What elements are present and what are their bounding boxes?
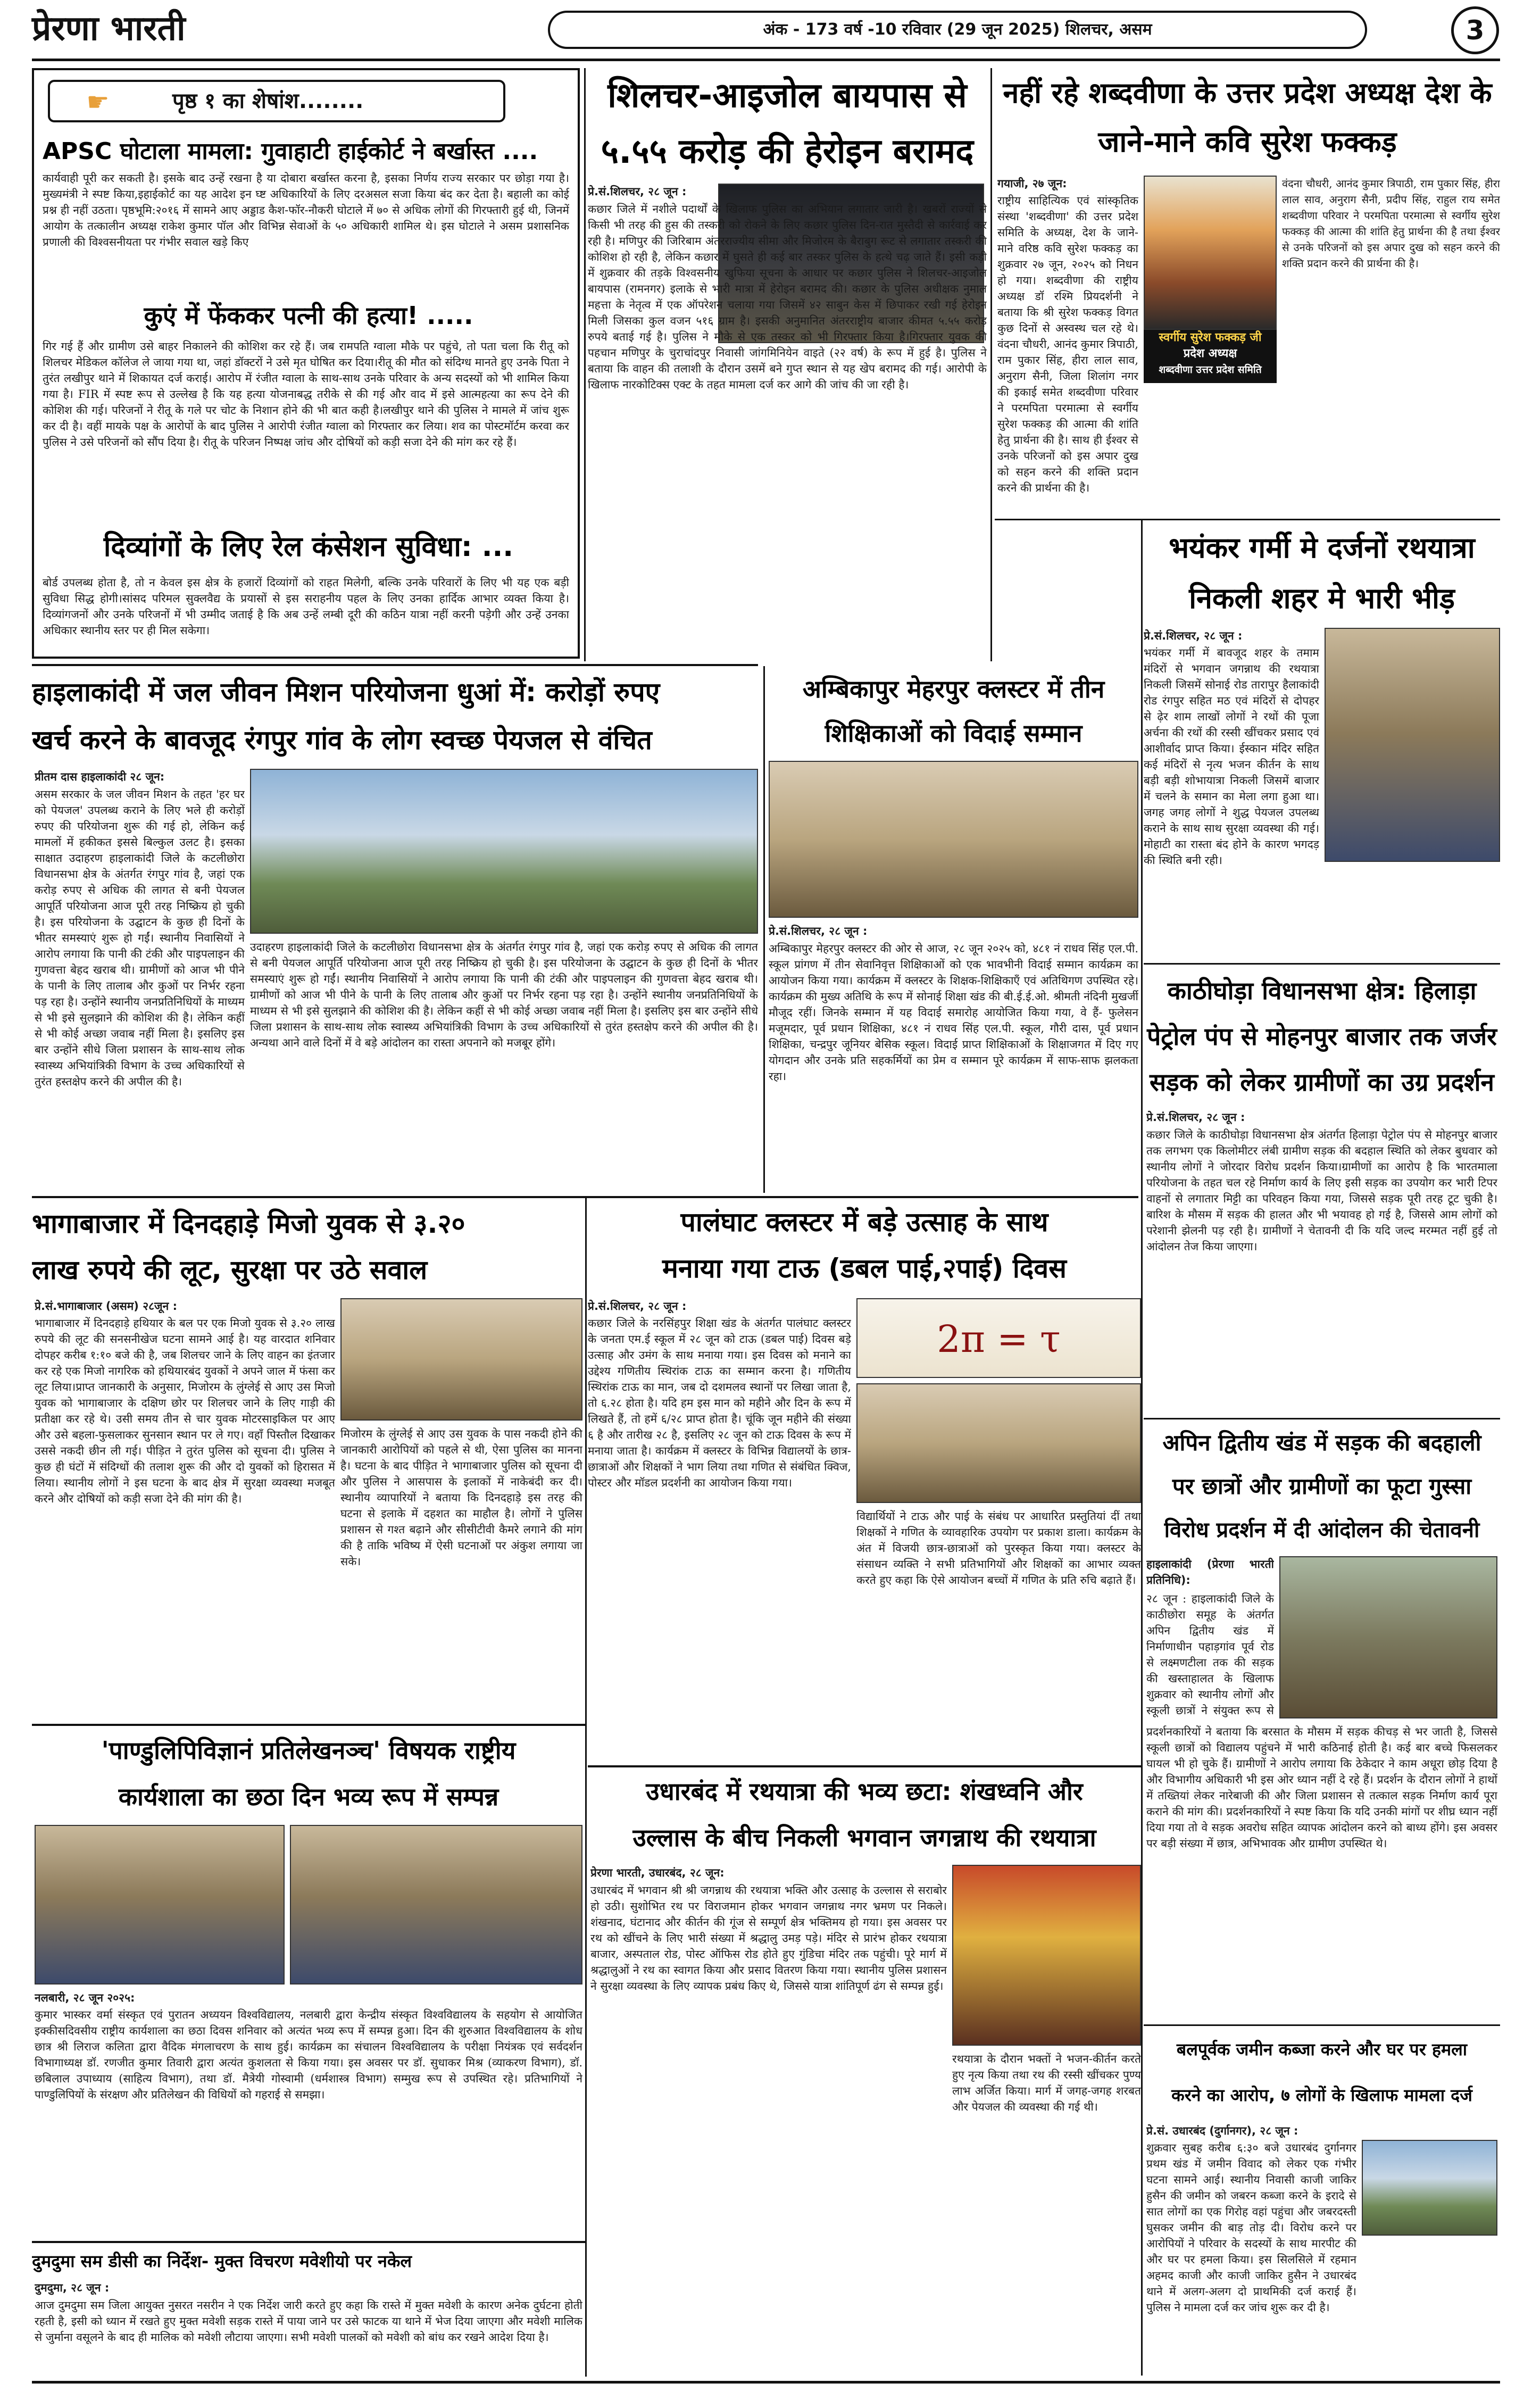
a8-headline-line2: शिक्षिकाओं को विदाई सम्मान	[825, 719, 1083, 748]
a11-headline-line1: 'पाण्डुलिपिविज्ञानं प्रतिलेखनञ्च' विषयक राष्ट्रीय	[101, 1736, 516, 1765]
a7-byline: प्रीतम दास हाइलाकांदी २८ जून:	[35, 770, 165, 783]
a15-headline-line2: करने का आरोप, ७ लोगों के खिलाफ मामला दर्ज	[1171, 2085, 1472, 2105]
a11-photo-group-left	[35, 1825, 285, 1984]
dateline: अंक - 173 वर्ष -10 रविवार (29 जून 2025) शिलचर, असम	[548, 11, 1367, 49]
a11-top-rule	[32, 1724, 585, 1726]
a15-byline: प्रे.सं. उधारबंद (दुर्गानगर), २८ जून :	[1146, 2124, 1298, 2137]
a5-portrait-photo	[1144, 176, 1277, 330]
a11-body: कुमार भास्कर वर्मा संस्कृत एवं पुरातन अध्ययन विश्वविद्यालय, नलबारी द्वारा केन्द्रीय संस्कृत विश्वविद्यालय के सहयोग से आयोजित इक्कीसदिवसीय राष्ट्रीय कार्यशाला का छठा दिवस शनिवार को अत्यंत भव्य रूप में सम्पन्न हुआ। दिन की शुरुआत विश्वविद्यालय के शोध छात्र श्री लिराज कलिता द्वारा वैदिक मंगलाचरण के साथ हुई। कार्यक्रम का संचालन विश्वविद्यालय के परीक्षा नियंत्रक एवं सर्वदर्शन विभागाध्यक्ष डॉ. रणजीत कुमार तिवारी द्वारा अत्यंत कुशलता से किया गया। इस अवसर पर डॉ. सुधाकर मिश्र (व्याकरण विभाग), डॉ. छबिलाल उपाध्याय (साहित्य विभाग), तथा डॉ. मैत्रेयी गोस्वामी (धर्मशास्त्र विभाग) सम्मुख रूप से उपस्थित रहे। प्रतिभागियों ने पाण्डुलिपियों के संरक्षण और प्रतिलेखन की विधियों को गहराई से समझा।	[35, 2008, 582, 2101]
a14-top-rule	[1144, 1418, 1500, 1419]
a10-byline: प्रे.सं.शिलचर, २८ जून :	[588, 1300, 687, 1313]
a2-headline: कुएं में फेंककर पत्नी की हत्या! .....	[144, 301, 473, 330]
a5-headline-line1: नहीं रहे शब्दवीणा के उत्तर प्रदेश अध्यक्ष देश के	[1003, 76, 1492, 110]
a8-headline-line1: अम्बिकापुर मेहरपुर क्लस्टर में तीन	[802, 675, 1105, 703]
a8-photo-farewell	[769, 761, 1138, 918]
a4-headline-line2: ५.५५ करोड़ की हेरोइन बरामद	[601, 132, 974, 171]
a14-byline: हाइलाकांदी (प्रेरणा भारती प्रतिनिधि):	[1146, 1558, 1274, 1587]
column-rule-4	[763, 666, 765, 1193]
masthead-rule	[32, 59, 1500, 61]
a5-caption-role: प्रदेश अध्यक्ष	[1183, 347, 1237, 360]
a5-caption-name: स्वर्गीय सुरेश फक्कड़ जी	[1159, 331, 1262, 344]
continued-label: पृष्ठ १ का शेषांश........	[172, 89, 364, 113]
a15-headline-line1: बलपूर्वक जमीन कब्जा करने और घर पर हमला	[1176, 2039, 1468, 2060]
a7-headline-line1: हाइलाकांदी में जल जीवन मिशन परियोजना धुआं में: करोड़ों रुपए	[32, 677, 660, 708]
a15-body: शुक्रवार सुबह करीब ६:३० बजे उधारबंद दुर्गानगर प्रथम खंड में जमीन विवाद को लेकर एक गंभीर घटना सामने आई। स्थानीय निवासी काजी जाकिर हुसैन की जमीन को जबरन कब्जा करने के इरादे से सात लोगों का एक गिरोह वहां पहुंचा और जबरदस्ती घुसकर जमीन की बाड़ तोड़ दी। विरोध करने पर आरोपियों ने परिवार के सदस्यों के साथ मारपीट की और घर पर हमला किया। इस सिलसिले में रहमान अहमद काजी और काजी जाकिर हुसैन ने उधारबंद थाने में अलग-अलग दो प्राथमिकी दर्ज कराई हैं। पुलिस ने मामला दर्ज कर जांच शुरू कर दी है।	[1146, 2141, 1356, 2314]
a7-body: असम सरकार के जल जीवन मिशन के तहत 'हर घर को पेयजल' उपलब्ध कराने के लिए भले ही करोड़ों रुपए की परियोजना शुरू की गई हो, लेकिन कई मामलों में हकीकत इससे बिल्कुल उलट है। इसका साक्षात उदाहरण हाइलाकांदी जिले के कटलीछोरा विधानसभा क्षेत्र के अंतर्गत रंगपुर गांव है, जहां एक करोड़ रुपए से अधिक की लागत से बनी पेयजल आपूर्ति परियोजना आज पूरी तरह निष्क्रिय हो चुकी है। इस परियोजना के उद्घाटन के कुछ ही दिनों के भीतर समस्याएं शुरू हो गईं। स्थानीय निवासियों ने आरोप लगाया कि पानी की टंकी और पाइपलाइन की गुणवत्ता बेहद खराब थी। ग्रामीणों को आज भी पीने के पानी के लिए तालाब और कुओं पर निर्भर रहना पड़ रहा है। उन्होंने स्थानीय जनप्रतिनिधियों के माध्यम से भी इसे सुलझाने की कोशिश की है। लेकिन कहीं से भी कोई अच्छा जवाब नहीं मिला है। इसलिए इस बार उन्होंने सीधे जिला प्रशासन के साथ-साथ लोक स्वास्थ्य अभियांत्रिकी विभाग के उच्च अधिकारियों से तुरंत हस्तक्षेप करने की अपील की है।	[35, 788, 245, 1088]
a10-headline-line1: पालंघाट क्लस्टर में बड़े उत्साह के साथ	[680, 1207, 1048, 1238]
a10-photo-tau-board	[856, 1298, 1141, 1378]
a9-headline-line2: लाख रुपये की लूट, सुरक्षा पर उठे सवाल	[32, 1255, 428, 1285]
a11-headline-line2: कार्यशाला का छठा दिन भव्य रूप में सम्पन्न	[118, 1782, 499, 1811]
a7-headline-line2: खर्च करने के बावजूद रंगपुर गांव के लोग स्वच्छ पेयजल से वंचित	[32, 725, 652, 755]
a14-body-cont: प्रदर्शनकारियों ने बताया कि बरसात के मौसम में सड़क कीचड़ से भर जाती है, जिससे स्कूली छात्रों को विद्यालय पहुंचने में भारी कठिनाई होती है। कई बार बच्चे फिसलकर घायल भी हो चुके हैं। ग्रामीणों ने आरोप लगाया कि ठेकेदार ने काम अधूरा छोड़ दिया है और विभागीय अधिकारी भी इस ओर ध्यान नहीं दे रहे हैं। प्रदर्शन के दौरान लोगों ने हाथों में तख्तियां लेकर नारेबाजी की और जिला प्रशासन से तत्काल सड़क निर्माण कार्य पूरा कराने की मांग की। प्रदर्शनकारियों ने स्पष्ट किया कि यदि उनकी मांगों पर शीघ्र ध्यान नहीं दिया गया तो वे सड़क अवरोध सहित व्यापक आंदोलन करने को बाध्य होंगे। इस अवसर पर बड़ी संख्या में छात्र, अभिभावक और ग्रामीण उपस्थित थे।	[1146, 1725, 1497, 1850]
a9-byline: प्रे.सं.भागाबाजार (असम) २८जून :	[35, 1300, 178, 1313]
a4-byline: प्रे.सं.शिलचर, २८ जून :	[588, 185, 687, 198]
a4-body: कछार जिले में नशीले पदार्थों के खिलाफ पुलिस का अभियान लगातार जारी है। खबरों राज्यों से किसी भी तरह की हुस की तस्करी को रोकने के लिए कछार पुलिस दिन-रात मुस्तैदी से कार्रवाई कर रही है। मणिपुर की जिरिबाम अंतरराज्यीय सीमा और मिजोरम के बैराबुग रूट से लगातार तस्करी की कोशिश हो रही है, लेकिन कछार में घुसते ही कई बार तस्कर पुलिस के हत्थे चढ़ जाते हैं। इसी कड़ी में शुक्रवार की तड़के विश्वसनीय खुफिया सूचना के आधार पर कछार पुलिस ने शिलचर-आइजोल बायपास (रामनगर) इलाके से भारी मात्रा में हेरोइन बरामद की। कछार के पुलिस अधीक्षक नुमाल महत्ता के नेतृत्व में एक ऑपरेशन चलाया गया जिसमें ४२ साबुन केस में छिपाकर रखी गई हेरोइन मिली जिसका कुल वजन ५१६ ग्राम है। इसकी अनुमानित अंतरराष्ट्रीय बाजार कीमत ५.५५ करोड़ रुपये बताई गई है। पुलिस ने मौके से एक तस्कर को भी गिरफ्तार किया है।गिरफ्तार युवक की पहचान मणिपुर के चुराचांदपुर निवासी जांगमिनियेन वाइते (२२ वर्ष) के रूप में हुई है। पुलिस ने बताया कि वाहन की तलाशी के दौरान उसमें बने गुप्त स्थान से यह खेप बरामद की गई। आरोपी के खिलाफ नारकोटिक्स एक्ट के तहत मामला दर्ज कर आगे की जांच की जा रही है।	[588, 203, 987, 391]
a11-photo-group-right	[290, 1825, 582, 1984]
column-rule-2	[990, 68, 992, 661]
a8-body: अम्बिकापुर मेहरपुर क्लस्टर की ओर से आज, २८ जून २०२५ को, ४८१ नं राधव सिंह एल.पी. स्कूल प्रांगण में तीन सेवानिवृत्त शिक्षिकाओं को एक भावभीनी विदाई सम्मान कार्यक्रम का आयोजन किया गया। कार्यक्रम में क्लस्टर के शिक्षक-शिक्षिकाएँ एवं अतिथिगण उपस्थित रहे। कार्यक्रम की मुख्य अतिथि के रूप में सोनाई शिक्षा खंड की बी.ई.ई.ओ. श्रीमती नंदिनी मुखर्जी मौजूद रहीं। जिनके सम्मान में यह विदाई समारोह आयोजित किया गया, वे हैं- फुलेसन मजूमदार, पूर्व प्रधान शिक्षिका, ४८१ नं राधव सिंह एल.पी. स्कूल, गौरी दास, पूर्व प्रधान शिक्षिका, चन्द्रपुर जूनियर बेसिक स्कूल। विदाई प्राप्त शिक्षिकाओं के शिक्षाजगत में दिए गए योगदान और उनके प्रति सहकर्मियों का प्रेम व सम्मान पूरे कार्यक्रम में साफ-साफ झलकता रहा।	[769, 942, 1138, 1083]
a12-top-rule	[588, 1765, 1141, 1767]
a12-photo-chariot	[952, 1865, 1141, 2046]
a9-body: भागाबाजार में दिनदहाड़े हथियार के बल पर एक मिजो युवक से ३.२० लाख रुपये की लूट की सनसनीखेज घटना सामने आई है। यह वारदात शनिवार दोपहर करीब १:१० बजे की है, जब शिलचर जाने के लिए वाहन का इंतजार कर रहे एक मिजो नागरिक को हथियारबंद युवकों ने अपने जाल में फंसा कर लूट लिया।प्राप्त जानकारी के अनुसार, मिजोरम के लुंग्लेई से आए उस मिजो युवक को भागाबाजार के दक्षिण छोर पर शिलचर जाने के लिए गाड़ी की प्रतीक्षा कर रहे थे। उसी समय तीन से चार युवक मोटरसाइकिल पर आए और उसे बहला-फुसलाकर सुनसान स्थान पर ले गए। वहाँ पिस्तौल दिखाकर उससे नकदी छीन ली गई। पीड़ित ने तुरंत पुलिस को सूचना दी। पुलिस ने कुछ ही घंटों में संदिग्धों की तलाश शुरू की और दो युवकों को हिरासत में लिया। स्थानीय लोगों ने इस घटना के बाद क्षेत्र में सुरक्षा व्यवस्था मजबूत करने और दोषियों को कड़ी सजा देने की मांग की है।	[35, 1317, 335, 1505]
a6-body: भयंकर गर्मी में बावजूद शहर के तमाम मंदिरों से भगवान जगन्नाथ की रथयात्रा निकली जिसमें सोनाई रोड तारापुर हैलाकांदी रोड रंगपुर सहित मठ एवं मंदिरों से दोपहर से ढ़ेर शाम लाखों लोगों ने रथों की पूजा अर्चना की रथों की रस्सी खींचकर प्रसाद एवं आशीर्वाद प्राप्त किया। ईस्कान मंदिर सहित कई मंदिरों से नृत्य भजन कीर्तन के साथ बड़ी बड़ी शोभायात्रा निकली जिसमें बाजार में चलने के समान का मेला लगा हुआ था। जगह जगह लोगों ने शुद्ध पेयजल उपलब्ध कराने के साथ साथ सुरक्षा व्यवस्था की गई। मोहाटी का रास्ता बंद होने के कारण भगदड़ की स्थिति बनी रही।	[1144, 646, 1319, 867]
a16-byline: दुमदुमा, २८ जून :	[35, 2281, 110, 2294]
a13-top-rule	[1144, 963, 1500, 965]
a12-headline-line2: उल्लास के बीच निकली भगवान जगन्नाथ की रथयात्रा	[632, 1823, 1096, 1852]
column-rule-5	[585, 1198, 587, 2377]
a7-top-rule	[32, 664, 758, 666]
a5-photo-caption	[1144, 330, 1277, 383]
a1-headline: APSC घोटाला मामला: गुवाहाटी हाईकोर्ट ने बर्खास्त ....	[43, 138, 538, 165]
a14-headline-line1: अपिन द्वितीय खंड में सड़क की बदहाली	[1162, 1430, 1481, 1456]
a10-photo-event	[856, 1383, 1141, 1503]
a3-headline: दिव्यांगों के लिए रेल कंसेशन सुविधा: ...	[103, 531, 514, 563]
a14-headline-line3: विरोध प्रदर्शन में दी आंदोलन की चेतावनी	[1164, 1518, 1480, 1542]
a14-headline-line2: पर छात्रों और ग्रामीणों का फूटा गुस्सा	[1172, 1473, 1472, 1499]
a5-byline: गयाजी, २७ जून:	[997, 177, 1067, 190]
a13-headline-line3: सड़क को लेकर ग्रामीणों का उग्र प्रदर्शन	[1150, 1068, 1494, 1097]
a15-top-rule	[1144, 2024, 1500, 2026]
a5-headline-line2: जाने-माने कवि सुरेश फक्कड़	[1098, 125, 1397, 159]
a9-photo-police	[340, 1298, 582, 1421]
a7-body-cont: उदाहरण हाइलाकांदी जिले के कटलीछोरा विधानसभा क्षेत्र के अंतर्गत रंगपुर गांव है, जहां एक करोड़ रुपए से अधिक की लागत से बनी पेयजल आपूर्ति परियोजना आज पूरी तरह निष्क्रिय हो चुकी है। इस परियोजना के उद्घाटन के कुछ ही दिनों के भीतर समस्याएं शुरू हो गईं। स्थानीय निवासियों ने आरोप लगाया कि पानी की टंकी और पाइपलाइन की गुणवत्ता बेहद खराब थी। ग्रामीणों को आज भी पीने के पानी के लिए तालाब और कुओं पर निर्भर रहना पड़ रहा है। उन्होंने स्थानीय जनप्रतिनिधियों के माध्यम से भी इसे सुलझाने की कोशिश की है। लेकिन कहीं से भी कोई अच्छा जवाब नहीं मिला है। इसलिए इस बार उन्होंने सीधे जिला प्रशासन के साथ-साथ लोक स्वास्थ्य अभियांत्रिकी विभाग के उच्च अधिकारियों से तुरंत हस्तक्षेप करने की अपील की है। अन्यथा आने वाले दिनों में वे बड़े आंदोलन का रास्ता अपनाने को मजबूर होंगे।	[250, 941, 758, 1049]
a6-headline-line1: भयंकर गर्मी मे दर्जनों रथयात्रा	[1169, 531, 1475, 564]
bottom-rule	[32, 2381, 1500, 2384]
a16-body: आज दुमदुमा सम जिला आयुक्त नुसरत नसरीन ने एक निर्देश जारी करते हुए कहा कि रास्ते में मुक्त मवेशी के कारण अनेक दुर्घटना होती रहती है, इसी को ध्यान में रखते हुए मुक्त मवेशी सड़क रास्ते में पाया जाने पर उसे फाटक या थाने में भेज दिया जाएगा और मवेशी मालिक से जुर्माना वसूलने के बाद ही मालिक को मवेशी लौटाया जाएगा। सभी मवेशी पालकों को मवेशी को बांध कर रखने आदेश दिया है।	[35, 2299, 582, 2344]
a5-body: राष्ट्रीय साहित्यिक एवं सांस्कृतिक संस्था 'शब्दवीणा' की उत्तर प्रदेश समिति के अध्यक्ष, देश के जाने-माने वरिष्ठ कवि सुरेश फक्कड़ का शुक्रवार २७ जून, २०२५ को निधन हो गया। शब्दवीणा की राष्ट्रीय अध्यक्ष डॉ रश्मि प्रियदर्शनी ने बताया कि श्री सुरेश फक्कड़ विगत कुछ दिनों से अस्वस्थ चल रहे थे। वंदना चौधरी, आनंद कुमार त्रिपाठी, राम पुकार सिंह, हीरा लाल साव, अनुराग सैनी, जिला शिलांग नगर की इकाई समेत शब्दवीणा परिवार ने परमपिता परमात्मा से स्वर्गीय सुरेश फक्कड़ की आत्मा की शांति हेतु प्रार्थना की है। साथ ही ईश्वर से उनके परिजनों को इस अपार दुख को सहन करने की शक्ति प्रदान करने की प्रार्थना की है।	[997, 194, 1138, 494]
a9-headline-line1: भागाबाजार में दिनदहाड़े मिजो युवक से ३.२०	[32, 1208, 465, 1239]
a11-byline: नलबारी, २८ जून २०२५:	[35, 1991, 135, 2004]
a12-byline: प्रेरणा भारती, उधारबंद, २८ जून:	[590, 1866, 725, 1879]
a13-headline-line1: काठीघोड़ा विधानसभा क्षेत्र: हिलाड़ा	[1167, 976, 1477, 1005]
a4-headline-line1: शिलचर-आइजोल बायपास से	[607, 76, 967, 115]
a8-byline: प्रे.सं.शिलचर, २८ जून :	[769, 925, 868, 937]
page-number: 3	[1451, 6, 1499, 54]
a16-top-rule	[32, 2241, 585, 2243]
a1-body: कार्यवाही पूरी कर सकती है। इसके बाद उन्हें रखना है या दोबारा बर्खास्त करना है, इसका निर्णय राज्य सरकार पर छोड़ा गया है।मुख्यमंत्री ने स्पष्ट किया,इहाईकोर्ट का यह आदेश इन घ्ष्ट अधिकारियों के लिए दरअसल सजा किया बंद कर देता है। बहाली का कोई प्रश्न ही नहीं उठता। पृष्ठभूमि:२०१६ में सामने आए अड्डाड कैश-फॉर-नौकरी घोटाले में ७० से अधिक लोगों की गिरफ्तारी हुई थी, जिनमें आयोग के तत्कालीन अध्यक्ष राकेश कुमार पॉल और विभिन्न सेवाओं के ५० अधिकारी शामिल थे। इस घोटाले ने असम प्रशासनिक प्रणाली की विश्वसनीयता पर गंभीर सवाल खड़े किए	[43, 172, 569, 248]
pointing-hand-icon: ☛	[86, 87, 110, 117]
a13-body: कछार जिले के काठीघोड़ा विधानसभा क्षेत्र अंतर्गत हिलाड़ा पेट्रोल पंप से मोहनपुर बाजार तक लगभग एक किलोमीटर लंबी ग्रामीण सड़क की बदहाल स्थिति को लेकर बुधवार को स्थानीय लोगों ने जोरदार विरोध प्रदर्शन किया।ग्रामीणों का आरोप है कि भारतमाला परियोजना के तहत चल रहे निर्माण कार्य के लिए इसी सड़क का उपयोग कर भारी टिपर वाहनों से लगातार मिट्टी का परिवहन किया गया, जिससे सड़क पूरी तरह टूट चुकी है। बारिश के मौसम में सड़क की हालत और भी भयावह हो गई है, जिससे आम लोगों को परेशानी झेलनी पड़ रही है। ग्रामीणों ने चेतावनी दी कि यदि जल्द मरम्मत नहीं हुई तो आंदोलन तेज किया जाएगा।	[1146, 1128, 1497, 1253]
a5-body-right: वंदना चौधरी, आनंद कुमार त्रिपाठी, राम पुकार सिंह, हीरा लाल साव, अनुराग सैनी, प्रदीप सिंह, राहुल राय समेत शब्दवीणा परिवार ने परमपिता परमात्मा से स्वर्गीय सुरेश फक्कड़ की आत्मा की शांति हेतु प्रार्थना की है तथा ईश्वर से उनके परिजनों को इस अपार दुख को सहन करने की शक्ति प्रदान करने की प्रार्थना की है।	[1282, 177, 1500, 270]
a12-body: उधारबंद में भगवान श्री श्री जगन्नाथ की रथयात्रा भक्ति और उत्साह के उल्लास से सराबोर हो उठी। सुशोभित रथ पर विराजमान होकर भगवान जगन्नाथ नगर भ्रमण पर निकले। शंखनाद, घंटानाद और कीर्तन की गूंज से सम्पूर्ण क्षेत्र भक्तिमय हो गया। इस अवसर पर रथ को खींचने के लिए भारी संख्या में श्रद्धालु उमड़ पड़े। मंदिर से प्रारंभ होकर रथयात्रा बाजार, अस्पताल रोड, पोस्ट ऑफिस रोड होते हुए गुंडिचा मंदिर तक पहुंची। पूरे मार्ग में श्रद्धालुओं ने रथ का स्वागत किया और प्रसाद वितरण किया गया। स्थानीय पुलिस प्रशासन ने सुरक्षा व्यवस्था के लिए व्यापक प्रबंध किए थे, जिससे यात्रा शांतिपूर्ण ढंग से सम्पन्न हुई।	[590, 1884, 947, 1992]
a3-body: बोर्ड उपलब्ध होता है, तो न केवल इस क्षेत्र के हजारों दिव्यांगों को राहत मिलेगी, बल्कि उनके परिवारों के लिए भी यह एक बड़ी सुविधा सिद्ध होगी।सांसद परिमल सुक्लवैद्य के प्रयासों से इस सराहनीय पहल के लिए उनका हार्दिक आभार व्यक्त किया है। दिव्यांगजनों और उनके परिजनों में भी उम्मीद जताई है कि अब उन्हें लम्बी दूरी की कठिन यात्रा नहीं करनी पड़ेगी और उन्हें उनका अधिकार स्थानीय स्तर पर ही मिल सकेगा।	[43, 576, 569, 637]
a13-headline-line2: पेट्रोल पंप से मोहनपुर बाजार तक जर्जर	[1147, 1022, 1497, 1051]
a6-headline-line2: निकली शहर मे भारी भीड़	[1189, 582, 1455, 615]
a10-body-cont: विद्यार्थियों ने टाऊ और पाई के संबंध पर आधारित प्रस्तुतियां दीं तथा शिक्षकों ने गणित के व्यावहारिक उपयोग पर प्रकाश डाला। कार्यक्रम के अंत में विजयी छात्र-छात्राओं को पुरस्कृत किया गया। क्लस्टर के संसाधन व्यक्ति ने सभी प्रतिभागियों और शिक्षकों का आभार व्यक्त करते हुए कहा कि ऐसे आयोजन बच्चों में गणित के प्रति रुचि बढ़ाते हैं।	[856, 1510, 1141, 1587]
a10-headline-line2: मनाया गया टाऊ (डबल पाई,२पाई) दिवस	[662, 1253, 1067, 1284]
a10-tau-label: 2π = τ	[937, 1317, 1061, 1361]
masthead-title: प्रेरणा भारती	[32, 9, 186, 48]
a13-byline: प्रे.सं.शिलचर, २८ जून :	[1146, 1111, 1245, 1124]
a12-body-cont: रथयात्रा के दौरान भक्तों ने भजन-कीर्तन करते हुए नृत्य किया तथा रथ की रस्सी खींचकर पुण्य लाभ अर्जित किया। मार्ग में जगह-जगह शरबत और पेयजल की व्यवस्था की गई थी।	[952, 2053, 1141, 2113]
a15-photo-land	[1362, 2140, 1497, 2236]
a5-caption-org: शब्दवीणा उत्तर प्रदेश समिति	[1159, 364, 1262, 376]
a9-body-cont: मिजोरम के लुंग्लेई से आए उस युवक के पास नकदी होने की जानकारी आरोपियों को पहले से थी, ऐसा पुलिस का मानना है। घटना के बाद पीड़ित ने भागाबाजार पुलिस को सूचना दी और पुलिस ने आसपास के इलाकों में नाकेबंदी कर दी। स्थानीय व्यापारियों ने बताया कि दिनदहाड़े इस तरह की घटना से इलाके में दहशत का माहौल है। लोगों ने पुलिस प्रशासन से गश्त बढ़ाने और सीसीटीवी कैमरे लगाने की मांग की है ताकि भविष्य में ऐसी घटनाओं पर अंकुश लगाया जा सके।	[340, 1427, 582, 1568]
a6-top-rule	[995, 519, 1500, 520]
a6-byline: प्रे.सं.शिलचर, २८ जून :	[1144, 629, 1243, 642]
a7-photo-water-tank	[250, 769, 758, 934]
column-rule-3	[1141, 519, 1143, 2376]
a12-headline-line1: उधारबंद में रथयात्रा की भव्य छटा: शंखध्वनि और	[646, 1777, 1083, 1806]
continued-label-box	[48, 80, 505, 122]
a2-body: गिर गई हैं और ग्रामीण उसे बाहर निकालने की कोशिश कर रहे हैं। जब रामपति ग्वाला मौके पर पहुंचे, तो पता चला कि रीतू को शिलचर मेडिकल कॉलेज ले जाया गया था, जहां डॉक्टरों ने उसे मृत घोषित कर दिया।रीतू की मौत को संदिग्ध मानते हुए उनके पिता ने तुरंत लखीपुर थाने में शिकायत दर्ज कराई। आरोप में रंजीत ग्वाला के साथ-साथ उनके परिवार के अन्य सदस्यों को भी शामिल किया गया है। FIR में स्पष्ट रूप से उल्लेख है कि यह हत्या योजनाबद्ध तरीके से की गई और वाद में इसे आत्महत्या का रूप देने की कोशिश की गई। परिजनों ने रीतू के गले पर चोट के निशान होने की भी बात कही है।लखीपुर थाने की पुलिस ने मामले में जांच शुरू कर दी है। वहीं मायके पक्ष के आरोपों के बाद पुलिस ने आरोपी रंजीत ग्वाला को गिरफ्तार कर लिया। शव का पोस्टमॉर्टम करवा कर पुलिस ने उसे परिजनों को सौंप दिया है। रीतू के परिजन निष्पक्ष जांच और दोषियों को कड़ी सजा देने की मांग कर रहे हैं।	[43, 340, 569, 449]
column-rule-1	[584, 68, 586, 661]
a14-photo-road	[1279, 1556, 1497, 1718]
a6-photo-rath	[1325, 628, 1500, 862]
a10-body: कछार जिले के नरसिंहपुर शिक्षा खंड के अंतर्गत पालंघाट क्लस्टर के जनता एम.ई स्कूल में २८ जून को टाऊ (डबल पाई) दिवस बड़े उत्साह और उमंग के साथ मनाया गया। इस दिवस को मनाने का उद्देश्य गणितीय स्थिरांक टाऊ का सम्मान करना है। गणितीय स्थिरांक टाऊ का मान, जब दो दशमलव स्थानों पर लिखा जाता है, तो ६.२८ होता है। यदि हम इस मान को महीने और दिन के रूप में लिखते हैं, तो हमें ६/२८ प्राप्त होता है। चूंकि जून महीने की संख्या ६ है और तारीख २८ है, इसलिए २८ जून को टाऊ दिवस के रूप में मनाया जाता है। कार्यक्रम में क्लस्टर के विभिन्न विद्यालयों के छात्र-छात्राओं और शिक्षकों ने भाग लिया तथा गणित से संबंधित क्विज, पोस्टर और मॉडल प्रदर्शनी का आयोजन किया गया।	[588, 1317, 851, 1489]
a16-headline: दुमदुमा सम डीसी का निर्देश- मुक्त विचरण मवेशीयो पर नकेल	[32, 2251, 412, 2271]
a14-body: २८ जून : हाइलाकांदी जिले के काठीछोरा समूह के अंतर्गत अपिन द्वितीय खंड में निर्माणाधीन पहाड़गांव पूर्व रोड से लक्ष्मणटीला तक की सड़क की खस्ताहालत के खिलाफ शुक्रवार को स्थानीय लोगों और स्कूली छात्रों ने संयुक्त रूप से	[1146, 1592, 1274, 1717]
